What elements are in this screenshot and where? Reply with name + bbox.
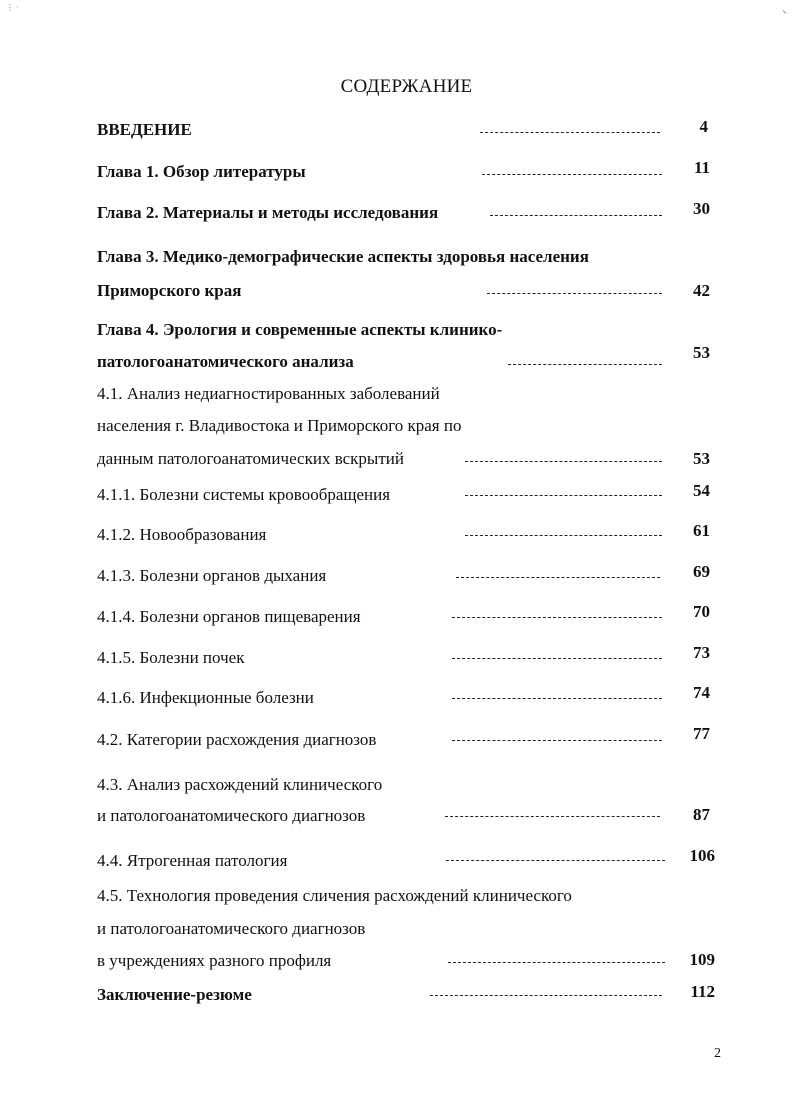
toc-entry-text: Глава 1. Обзор литературы — [97, 162, 306, 181]
toc-entry-page: 11 — [693, 158, 710, 177]
leader-dots — [480, 132, 660, 133]
toc-entry-text: Глава 2. Материалы и методы исследования — [97, 203, 439, 222]
toc-entry-text: патологоанатомического анализа — [97, 352, 354, 371]
toc-entry-text: 4.5. Технология проведения сличения расхождений клинического — [97, 886, 572, 905]
toc-entry-text: в учреждениях разного профиля — [97, 951, 332, 970]
toc-entry-page: 42 — [693, 281, 710, 300]
leader-dots — [452, 617, 662, 618]
toc-entry-page: 73 — [693, 643, 710, 662]
toc-entry-page: 106 — [689, 846, 715, 865]
leader-dots — [446, 860, 665, 861]
leader-dots — [487, 293, 662, 294]
toc-entry-text: 4.1.3. Болезни органов дыхания — [97, 566, 327, 585]
toc-entry-text: и патологоанатомического диагнозов — [97, 919, 366, 938]
toc-entry-text: 4.1.1. Болезни системы кровообращения — [97, 485, 391, 504]
scan-mark-right: ⸜ — [782, 5, 787, 16]
toc-entry-page: 70 — [693, 602, 710, 621]
leader-dots — [465, 495, 662, 496]
leader-dots — [465, 461, 662, 462]
toc-entry-text: 4.1.6. Инфекционные болезни — [97, 688, 314, 707]
toc-entry-text: населения г. Владивостока и Приморского края по — [97, 416, 462, 435]
toc-entry-text: 4.1.2. Новообразования — [97, 525, 267, 544]
toc-entry-text: Глава 4. Эрология и современные аспекты клинико- — [97, 320, 503, 339]
toc-entry-text: и патологоанатомического диагнозов — [97, 806, 366, 825]
toc-entry-page: 112 — [690, 982, 715, 1001]
toc-entry-page: 4 — [699, 117, 708, 136]
toc-entry-page: 53 — [693, 343, 710, 362]
page-number: 2 — [714, 1046, 721, 1061]
toc-entry-text: 4.4. Ятрогенная патология — [97, 851, 288, 870]
toc-entry-text: 4.1. Анализ недиагностированных заболеваний — [97, 384, 440, 403]
page-title: СОДЕРЖАНИЕ — [340, 76, 473, 97]
toc-entry-text: Приморского края — [97, 281, 242, 300]
leader-dots — [445, 816, 660, 817]
toc-entry-page: 109 — [689, 950, 715, 969]
leader-dots — [482, 174, 662, 175]
toc-entry-page: 54 — [693, 481, 710, 500]
toc-entry-text: Глава 3. Медико-демографические аспекты здоровья населения — [97, 247, 589, 266]
toc-entry-text: данным патологоанатомических вскрытий — [97, 449, 404, 468]
leader-dots — [452, 740, 662, 741]
leader-dots — [448, 962, 665, 963]
toc-entry-text: 4.3. Анализ расхождений клинического — [97, 775, 383, 794]
scan-mark-left: ⋮ · — [6, 3, 19, 12]
leader-dots — [452, 698, 662, 699]
leader-dots — [465, 535, 662, 536]
leader-dots — [508, 364, 662, 365]
leader-dots — [490, 215, 662, 216]
leader-dots — [452, 658, 662, 659]
leader-dots — [430, 995, 662, 996]
toc-entry-page: 53 — [693, 449, 710, 468]
toc-entry-text: 4.1.4. Болезни органов пищеварения — [97, 607, 361, 626]
toc-entry-text: Заключение-резюме — [97, 985, 252, 1004]
toc-entry-text: 4.2. Категории расхождения диагнозов — [97, 730, 377, 749]
toc-entry-text: 4.1.5. Болезни почек — [97, 648, 245, 667]
toc-entry-text: ВВЕДЕНИЕ — [97, 120, 192, 139]
toc-entry-page: 74 — [693, 683, 710, 702]
leader-dots — [456, 577, 660, 578]
toc-entry-page: 69 — [693, 562, 710, 581]
toc-entry-page: 87 — [693, 805, 710, 824]
toc-entry-page: 77 — [693, 724, 710, 743]
toc-entry-page: 61 — [693, 521, 710, 540]
toc-entry-page: 30 — [693, 199, 710, 218]
